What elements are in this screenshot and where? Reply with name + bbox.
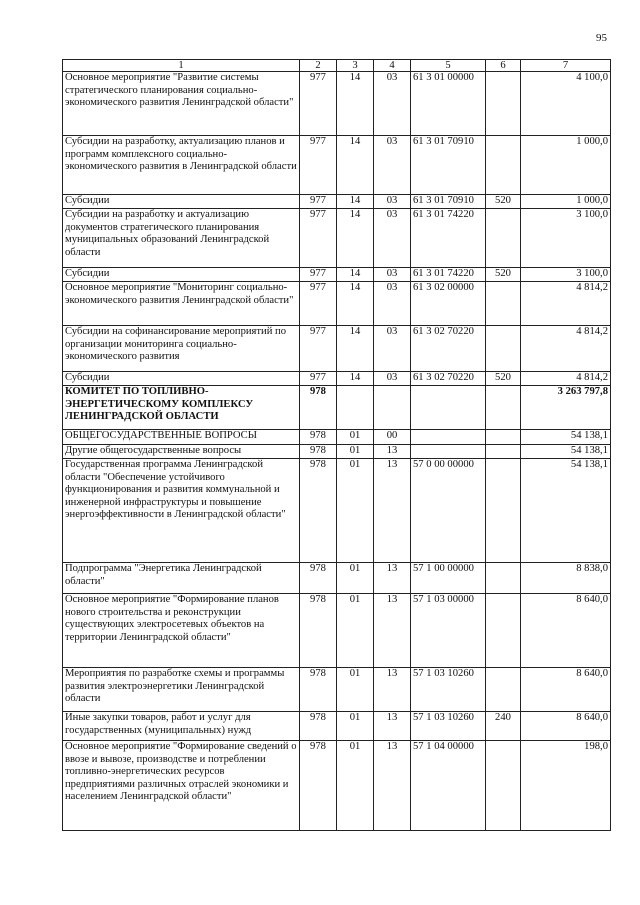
row-subsection: 13 [374,594,411,668]
row-section: 01 [337,741,374,831]
row-grbs: 978 [300,563,337,594]
row-amount: 1 000,0 [521,195,611,209]
row-grbs: 978 [300,594,337,668]
row-expense-type [486,209,521,268]
row-grbs: 978 [300,445,337,459]
row-name: Субсидии [63,372,300,386]
table-row [63,372,611,386]
row-subsection: 03 [374,282,411,326]
table-row [63,268,611,282]
row-target-article: 57 1 03 00000 [411,594,486,668]
row-subsection: 03 [374,372,411,386]
table-row [63,195,611,209]
row-grbs: 977 [300,195,337,209]
row-subsection: 13 [374,668,411,712]
row-target-article: 61 3 01 70910 [411,136,486,195]
row-section: 01 [337,594,374,668]
row-amount: 8 640,0 [521,668,611,712]
row-grbs: 977 [300,282,337,326]
column-header: 3 [337,60,374,72]
row-amount: 8 838,0 [521,563,611,594]
row-section: 01 [337,668,374,712]
table-row [63,712,611,741]
table-row [63,326,611,372]
row-amount: 8 640,0 [521,712,611,741]
row-target-article: 61 3 01 74220 [411,268,486,282]
row-subsection: 00 [374,430,411,445]
row-expense-type: 520 [486,195,521,209]
row-section: 14 [337,209,374,268]
row-section: 01 [337,445,374,459]
row-amount: 3 100,0 [521,268,611,282]
row-expense-type [486,741,521,831]
row-name: КОМИТЕТ ПО ТОПЛИВНО-ЭНЕРГЕТИЧЕСКОМУ КОМПЛЕКСУ ЛЕНИНГРАДСКОЙ ОБЛАСТИ [63,386,300,430]
row-amount: 198,0 [521,741,611,831]
row-target-article [411,386,486,430]
row-expense-type: 520 [486,372,521,386]
row-grbs: 978 [300,430,337,445]
row-name: Субсидии на разработку и актуализацию документов стратегического планирования муниципальных образований Ленинградской области [63,209,300,268]
row-target-article: 57 1 03 10260 [411,712,486,741]
row-expense-type [486,282,521,326]
row-section: 14 [337,72,374,136]
row-subsection: 03 [374,136,411,195]
row-expense-type [486,136,521,195]
row-amount: 4 814,2 [521,326,611,372]
row-target-article [411,430,486,445]
row-expense-type [486,386,521,430]
row-name: Субсидии [63,195,300,209]
row-section: 14 [337,282,374,326]
row-amount: 3 100,0 [521,209,611,268]
row-expense-type [486,594,521,668]
row-grbs: 977 [300,72,337,136]
budget-table [62,59,611,831]
table-row [63,459,611,563]
column-number-header-row [63,60,611,72]
table-row [63,282,611,326]
row-amount: 54 138,1 [521,459,611,563]
row-name: Мероприятия по разработке схемы и программы развития электроэнергетики Ленинградской области [63,668,300,712]
row-name: ОБЩЕГОСУДАРСТВЕННЫЕ ВОПРОСЫ [63,430,300,445]
column-header: 2 [300,60,337,72]
row-subsection [374,386,411,430]
table-row [63,136,611,195]
row-expense-type [486,326,521,372]
row-target-article: 61 3 01 70910 [411,195,486,209]
row-name: Основное мероприятие "Формирование сведений о ввозе и вывозе, производстве и потреблении топливно-энергетических ресурсов предприятиями различных отраслей экономики и населением Ленинградской области" [63,741,300,831]
row-section: 01 [337,563,374,594]
page-number: 95 [596,32,607,44]
row-expense-type [486,72,521,136]
table-row [63,741,611,831]
row-expense-type [486,445,521,459]
row-section [337,386,374,430]
row-grbs: 978 [300,668,337,712]
column-header: 5 [411,60,486,72]
table-row [63,668,611,712]
column-header: 6 [486,60,521,72]
row-amount: 4 814,2 [521,282,611,326]
row-subsection: 13 [374,459,411,563]
row-amount: 4 100,0 [521,72,611,136]
row-subsection: 13 [374,741,411,831]
row-grbs: 977 [300,372,337,386]
row-name: Другие общегосударственные вопросы [63,445,300,459]
row-subsection: 03 [374,209,411,268]
row-name: Основное мероприятие "Развитие системы стратегического планирования социально-экономического развития Ленинградской области" [63,72,300,136]
row-target-article [411,445,486,459]
row-target-article: 61 3 01 74220 [411,209,486,268]
column-header: 7 [521,60,611,72]
row-grbs: 977 [300,326,337,372]
row-grbs: 978 [300,741,337,831]
table-row [63,430,611,445]
row-grbs: 977 [300,209,337,268]
column-header: 1 [63,60,300,72]
row-target-article: 61 3 02 70220 [411,326,486,372]
row-subsection: 13 [374,445,411,459]
row-grbs: 977 [300,136,337,195]
row-amount: 54 138,1 [521,445,611,459]
row-target-article: 57 1 03 10260 [411,668,486,712]
row-name: Государственная программа Ленинградской области "Обеспечение устойчивого функционирования и развития коммунальной и инженерной инфраструктуры и повышение энергоэффективности в Ленинградской области" [63,459,300,563]
row-amount: 54 138,1 [521,430,611,445]
row-subsection: 03 [374,326,411,372]
row-expense-type: 520 [486,268,521,282]
row-expense-type [486,459,521,563]
row-section: 14 [337,268,374,282]
row-target-article: 61 3 01 00000 [411,72,486,136]
row-subsection: 13 [374,712,411,741]
row-name: Субсидии на разработку, актуализацию планов и программ комплексного социально-экономического развития в Ленинградской области [63,136,300,195]
row-name: Субсидии на софинансирование мероприятий по организации мониторинга социально-экономического развития [63,326,300,372]
row-expense-type [486,563,521,594]
row-amount: 8 640,0 [521,594,611,668]
row-name: Основное мероприятие "Мониторинг социально-экономического развития Ленинградской области" [63,282,300,326]
row-amount: 3 263 797,8 [521,386,611,430]
table-row [63,72,611,136]
row-target-article: 57 0 00 00000 [411,459,486,563]
row-expense-type: 240 [486,712,521,741]
row-amount: 4 814,2 [521,372,611,386]
row-grbs: 978 [300,712,337,741]
row-section: 01 [337,459,374,563]
table-row [63,563,611,594]
table-row [63,445,611,459]
row-expense-type [486,430,521,445]
row-name: Иные закупки товаров, работ и услуг для государственных (муниципальных) нужд [63,712,300,741]
table-row [63,386,611,430]
row-section: 01 [337,712,374,741]
row-section: 14 [337,136,374,195]
row-target-article: 57 1 04 00000 [411,741,486,831]
row-grbs: 978 [300,459,337,563]
row-subsection: 13 [374,563,411,594]
row-target-article: 61 3 02 70220 [411,372,486,386]
row-section: 01 [337,430,374,445]
row-section: 14 [337,195,374,209]
row-subsection: 03 [374,72,411,136]
row-amount: 1 000,0 [521,136,611,195]
row-name: Подпрограмма "Энергетика Ленинградской области" [63,563,300,594]
row-expense-type [486,668,521,712]
row-name: Основное мероприятие "Формирование планов нового строительства и реконструкции существующих электросетевых объектов на территории Ленинградской области" [63,594,300,668]
row-grbs: 978 [300,386,337,430]
row-subsection: 03 [374,268,411,282]
row-target-article: 61 3 02 00000 [411,282,486,326]
row-name: Субсидии [63,268,300,282]
row-subsection: 03 [374,195,411,209]
row-section: 14 [337,326,374,372]
row-grbs: 977 [300,268,337,282]
table-row [63,594,611,668]
column-header: 4 [374,60,411,72]
row-section: 14 [337,372,374,386]
table-row [63,209,611,268]
row-target-article: 57 1 00 00000 [411,563,486,594]
